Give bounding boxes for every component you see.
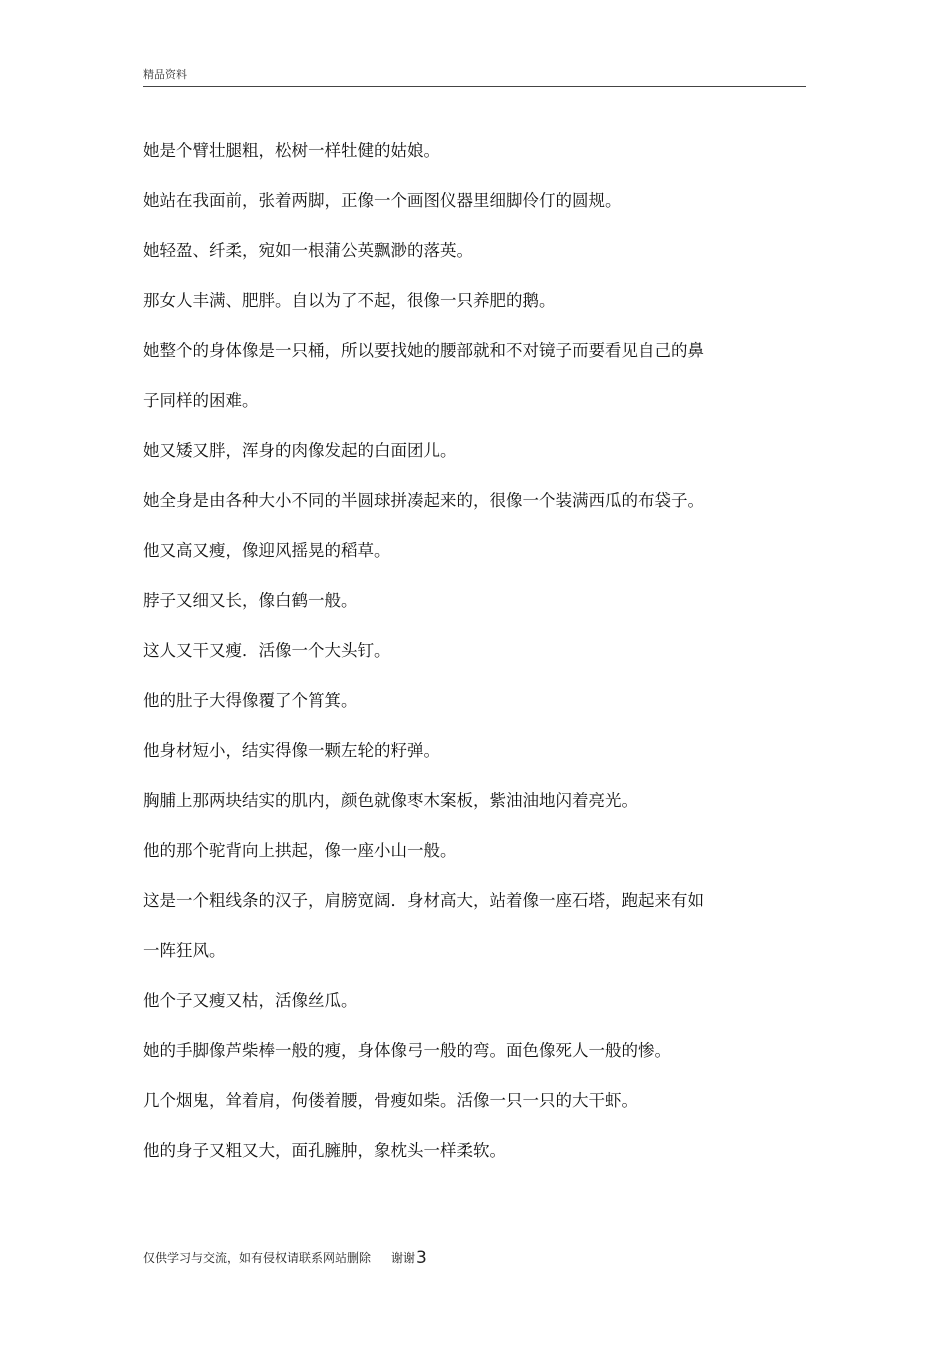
text-line: 他的身子又粗又大，面孔臃肿，象枕头一样柔软。: [143, 1141, 506, 1160]
text-line: 这人又干又瘦．活像一个大头钉。: [143, 641, 391, 660]
header-label: 精品资料: [143, 68, 187, 81]
page-footer: [143, 1248, 427, 1268]
text-line: 她的手脚像芦柴棒一般的瘦，身体像弓一般的弯。面色像死人一般的惨。: [143, 1041, 671, 1060]
text-line: 一阵狂风。: [143, 941, 226, 960]
page-number: 3: [416, 1248, 427, 1268]
text-line: 她轻盈、纤柔，宛如一根蒲公英飘渺的落英。: [143, 241, 473, 260]
footer-thanks: 谢谢: [391, 1251, 416, 1265]
footer-notice: 仅供学习与交流，如有侵权请联系网站删除: [143, 1251, 372, 1265]
page-header: [143, 66, 806, 87]
text-line: 她是个臂壮腿粗，松树一样牡健的姑娘。: [143, 141, 440, 160]
text-line: 他个子又瘦又枯，活像丝瓜。: [143, 991, 358, 1010]
text-line: 她又矮又胖，浑身的肉像发起的白面团儿。: [143, 441, 457, 460]
text-line: 她站在我面前，张着两脚，正像一个画图仪器里细脚伶仃的圆规。: [143, 191, 622, 210]
document-body: [143, 126, 763, 1176]
text-line: 她整个的身体像是一只桶，所以要找她的腰部就和不对镜子而要看见自己的鼻: [143, 341, 704, 360]
text-line: 子同样的困难。: [143, 391, 259, 410]
text-line: 她全身是由各种大小不同的半圆球拼凑起来的，很像一个装满西瓜的布袋子。: [143, 491, 704, 510]
text-line: 脖子又细又长，像白鹤一般。: [143, 591, 358, 610]
text-line: 他又高又瘦，像迎风摇晃的稻草。: [143, 541, 391, 560]
text-line: 那女人丰满、肥胖。自以为了不起，很像一只养肥的鹅。: [143, 291, 556, 310]
text-line: 他的那个驼背向上拱起，像一座小山一般。: [143, 841, 457, 860]
text-line: 他的肚子大得像覆了个筲箕。: [143, 691, 358, 710]
text-line: 几个烟鬼，耸着肩，佝偻着腰，骨瘦如柴。活像一只一只的大干虾。: [143, 1091, 638, 1110]
text-line: 胸脯上那两块结实的肌内，颜色就像枣木案板，紫油油地闪着亮光。: [143, 791, 638, 810]
text-line: 他身材短小，结实得像一颗左轮的籽弹。: [143, 741, 440, 760]
text-line: 这是一个粗线条的汉子，肩膀宽阔．身材高大，站着像一座石塔，跑起来有如: [143, 891, 704, 910]
